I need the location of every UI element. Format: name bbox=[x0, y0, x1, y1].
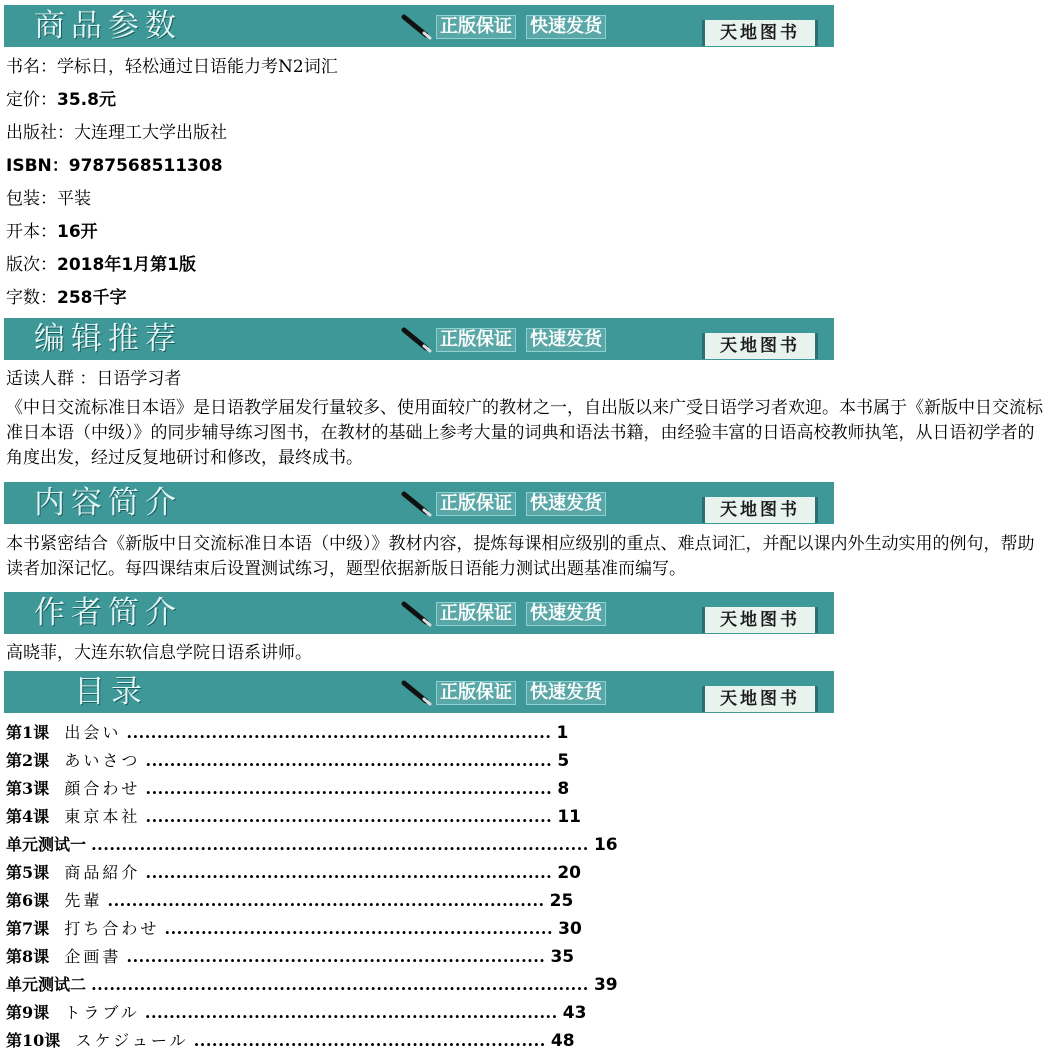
param-value: 258千字 bbox=[57, 288, 127, 308]
toc-item bbox=[6, 806, 581, 828]
tag-authentic: 正版保证 bbox=[436, 681, 516, 705]
toc-leader-dots: ................................................................ bbox=[164, 919, 554, 938]
param-row bbox=[6, 89, 116, 111]
param-label: 开本： bbox=[6, 222, 57, 242]
toc-lesson: 第6课 bbox=[6, 891, 50, 910]
param-value: 平装 bbox=[57, 189, 91, 209]
toc-item bbox=[6, 750, 569, 772]
param-row bbox=[6, 188, 91, 210]
toc-item bbox=[6, 778, 569, 800]
tag-authentic: 正版保证 bbox=[436, 328, 516, 352]
param-label: 字数： bbox=[6, 288, 57, 308]
toc-item bbox=[6, 834, 618, 856]
tag-fast-shipping: 快速发货 bbox=[526, 328, 606, 352]
tag-fast-shipping: 快速发货 bbox=[526, 15, 606, 39]
toc-item bbox=[6, 946, 574, 968]
pen-icon bbox=[400, 327, 432, 353]
toc-title: 打ち合わせ bbox=[64, 919, 160, 938]
toc-title: 商品紹介 bbox=[64, 863, 141, 882]
editor-recommendation-text: 《中日交流标准日本语》是日语教学届发行量较多、使用面较广的教材之一，自出版以来广受日语学习者欢迎。本书属于《新版中日交流标准日本语（中级）》的同步辅导练习图书，在教材的基础上参考大量的词典和语法书籍，由经验丰富的日语高校教师执笔，从日语初学者的角度出发，经过反复地研讨和修改，最终成书。 bbox=[6, 398, 1043, 468]
param-value: 9787568511308 bbox=[68, 156, 223, 176]
param-label: ISBN： bbox=[6, 156, 69, 176]
toc-item bbox=[6, 722, 568, 744]
banner-title-content: 内容简介 bbox=[34, 485, 182, 521]
toc-page-number: 20 bbox=[557, 863, 581, 883]
param-row bbox=[6, 221, 98, 243]
store-name: 天地图书 bbox=[702, 20, 818, 46]
toc-item bbox=[6, 890, 573, 912]
param-label: 出版社： bbox=[6, 123, 74, 143]
toc-lesson: 第7课 bbox=[6, 919, 50, 938]
toc-page-number: 43 bbox=[562, 1003, 587, 1023]
toc-page-number: 11 bbox=[557, 807, 581, 827]
toc-leader-dots: .................................................................................. bbox=[91, 975, 589, 994]
toc-title: 企画書 bbox=[64, 947, 122, 966]
toc-lesson: 第5课 bbox=[6, 863, 50, 882]
tag-authentic: 正版保证 bbox=[436, 602, 516, 626]
store-name: 天地图书 bbox=[702, 333, 818, 359]
toc-title: スケジュール bbox=[75, 1031, 189, 1050]
pen-icon bbox=[400, 680, 432, 706]
toc-title: トラブル bbox=[64, 1003, 140, 1022]
banner-title-params: 商品参数 bbox=[34, 8, 182, 44]
toc-leader-dots: ................................................................... bbox=[145, 863, 553, 882]
param-value: 16开 bbox=[57, 222, 98, 242]
tag-fast-shipping: 快速发货 bbox=[526, 492, 606, 516]
toc-item bbox=[6, 974, 618, 996]
banner-content bbox=[4, 482, 834, 524]
content-summary-text: 本书紧密结合《新版中日交流标准日本语（中级）》教材内容，提炼每课相应级别的重点、难点词汇，并配以课内外生动实用的例句，帮助读者加深记忆。每四课结束后设置测试练习，题型依据新版日语能力测试出题基准而编写。 bbox=[6, 534, 1035, 579]
toc-title: あいさつ bbox=[64, 751, 141, 770]
param-row bbox=[6, 254, 196, 276]
toc-page-number: 25 bbox=[549, 891, 574, 911]
toc-lesson: 第10课 bbox=[6, 1031, 61, 1050]
banner-params bbox=[4, 5, 834, 47]
tag-authentic: 正版保证 bbox=[436, 492, 516, 516]
param-label: 包装： bbox=[6, 189, 57, 209]
param-value: 学标日，轻松通过日语能力考N2词汇 bbox=[57, 57, 338, 77]
param-row bbox=[6, 122, 227, 144]
toc-item bbox=[6, 1030, 575, 1052]
toc-lesson: 单元测试二 bbox=[6, 975, 87, 994]
toc-leader-dots: .................................................................... bbox=[144, 1003, 558, 1022]
toc-leader-dots: ........................................................................ bbox=[107, 891, 545, 910]
author-bio-text: 高晓菲，大连东软信息学院日语系讲师。 bbox=[6, 643, 312, 663]
editor-audience: 适读人群 ：日语学习者 bbox=[6, 369, 182, 389]
toc-item bbox=[6, 918, 582, 940]
banner-title-author: 作者简介 bbox=[34, 595, 182, 631]
banner-author bbox=[4, 592, 834, 634]
toc-item bbox=[6, 1002, 586, 1024]
pen-icon bbox=[400, 491, 432, 517]
toc-title: 東京本社 bbox=[64, 807, 141, 826]
param-row bbox=[6, 155, 223, 177]
tag-authentic: 正版保证 bbox=[436, 15, 516, 39]
toc-page-number: 5 bbox=[557, 751, 570, 771]
toc-leader-dots: .................................................................................. bbox=[91, 835, 589, 854]
toc-lesson: 第2课 bbox=[6, 751, 50, 770]
toc-title: 先輩 bbox=[64, 891, 103, 910]
toc-leader-dots: ..................................................................... bbox=[126, 947, 546, 966]
param-row bbox=[6, 56, 338, 78]
toc-page-number: 30 bbox=[558, 919, 582, 939]
toc-page-number: 35 bbox=[550, 947, 575, 967]
banner-title-editor: 编辑推荐 bbox=[34, 321, 182, 357]
toc-page-number: 8 bbox=[557, 779, 570, 799]
param-value: 2018年1月第1版 bbox=[57, 255, 196, 275]
store-name: 天地图书 bbox=[702, 497, 818, 523]
toc-leader-dots: ................................................................... bbox=[145, 751, 553, 770]
toc-lesson: 单元测试一 bbox=[6, 835, 87, 854]
toc-title: 顔合わせ bbox=[64, 779, 141, 798]
banner-title-toc: 目录 bbox=[74, 674, 148, 710]
toc-leader-dots: ................................................................... bbox=[145, 779, 553, 798]
store-name: 天地图书 bbox=[702, 607, 818, 633]
toc-leader-dots: ...................................................................... bbox=[126, 723, 552, 742]
pen-icon bbox=[400, 601, 432, 627]
toc-title: 出会い bbox=[64, 723, 122, 742]
toc-lesson: 第1课 bbox=[6, 723, 50, 742]
param-label: 版次： bbox=[6, 255, 57, 275]
toc-leader-dots: ................................................................... bbox=[145, 807, 553, 826]
toc-page-number: 16 bbox=[593, 835, 618, 855]
param-label: 书名： bbox=[6, 57, 57, 77]
tag-fast-shipping: 快速发货 bbox=[526, 681, 606, 705]
tag-fast-shipping: 快速发货 bbox=[526, 602, 606, 626]
param-value: 35.8元 bbox=[57, 90, 116, 110]
toc-lesson: 第3课 bbox=[6, 779, 50, 798]
toc-lesson: 第8课 bbox=[6, 947, 50, 966]
toc-page-number: 1 bbox=[556, 723, 569, 743]
param-value: 大连理工大学出版社 bbox=[74, 123, 227, 143]
pen-icon bbox=[400, 14, 432, 40]
store-name: 天地图书 bbox=[702, 686, 818, 712]
toc-page-number: 48 bbox=[550, 1031, 575, 1051]
param-label: 定价： bbox=[6, 90, 57, 110]
toc-leader-dots: .......................................................... bbox=[193, 1031, 546, 1050]
toc-page-number: 39 bbox=[593, 975, 618, 995]
toc-lesson: 第4课 bbox=[6, 807, 50, 826]
banner-toc bbox=[4, 671, 834, 713]
param-row bbox=[6, 287, 127, 309]
toc-lesson: 第9课 bbox=[6, 1003, 50, 1022]
banner-editor bbox=[4, 318, 834, 360]
toc-item bbox=[6, 862, 581, 884]
